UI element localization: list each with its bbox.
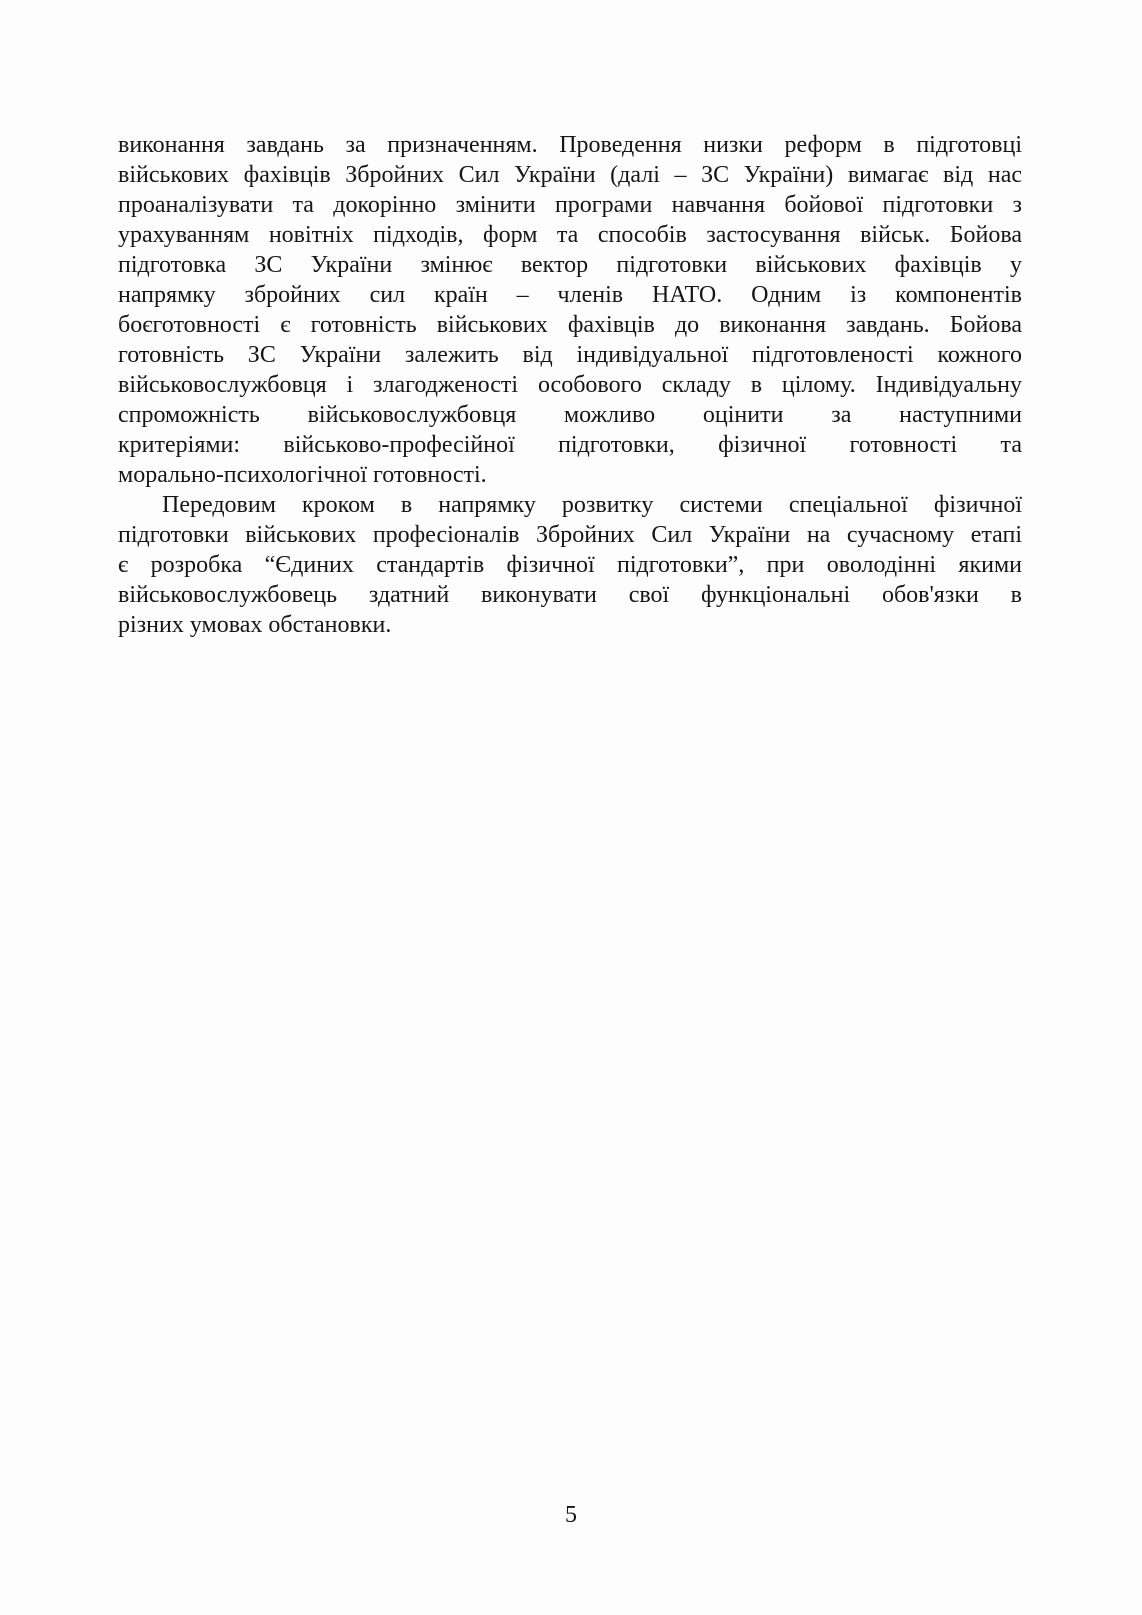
paragraph-continuation xyxy=(118,130,1022,490)
text-line: військовослужбовця і злагодженості особового складу в цілому. Індивідуальну xyxy=(118,372,1022,398)
text-line: військових фахівців Збройних Сил України (далі – ЗС України) вимагає від нас xyxy=(118,162,1022,188)
paragraph xyxy=(118,490,1022,640)
text-line: військовослужбовець здатний виконувати свої функціональні обов'язки в xyxy=(118,582,1022,608)
text-line: проаналізувати та докорінно змінити програми навчання бойової підготовки з xyxy=(118,192,1022,218)
text-line: підготовки військових професіоналів Збройних Сил України на сучасному етапі xyxy=(118,522,1022,548)
text-line: боєготовності є готовність військових фахівців до виконання завдань. Бойова xyxy=(118,312,1022,338)
body-text xyxy=(118,130,1022,640)
text-line: критеріями: військово-професійної підготовки, фізичної готовності та xyxy=(118,432,1022,458)
text-line: напрямку збройних сил країн – членів НАТО. Одним із компонентів xyxy=(118,282,1022,308)
text-line: морально-психологічної готовності. xyxy=(118,462,487,488)
text-line: готовність ЗС України залежить від індивідуальної підготовленості кожного xyxy=(118,342,1022,368)
text-line: спроможність військовослужбовця можливо оцінити за наступними xyxy=(118,402,1022,428)
text-line: різних умовах обстановки. xyxy=(118,612,392,638)
text-line: Передовим кроком в напрямку розвитку системи спеціальної фізичної xyxy=(162,492,1022,518)
page-number: 5 xyxy=(565,1502,577,1528)
text-line: урахуванням новітніх підходів, форм та способів застосування військ. Бойова xyxy=(118,222,1022,248)
text-line: є розробка “Єдиних стандартів фізичної підготовки”, при оволодінні якими xyxy=(118,552,1022,578)
text-line: виконання завдань за призначенням. Проведення низки реформ в підготовці xyxy=(118,132,1022,158)
text-line: підготовка ЗС України змінює вектор підготовки військових фахівців у xyxy=(118,252,1022,278)
